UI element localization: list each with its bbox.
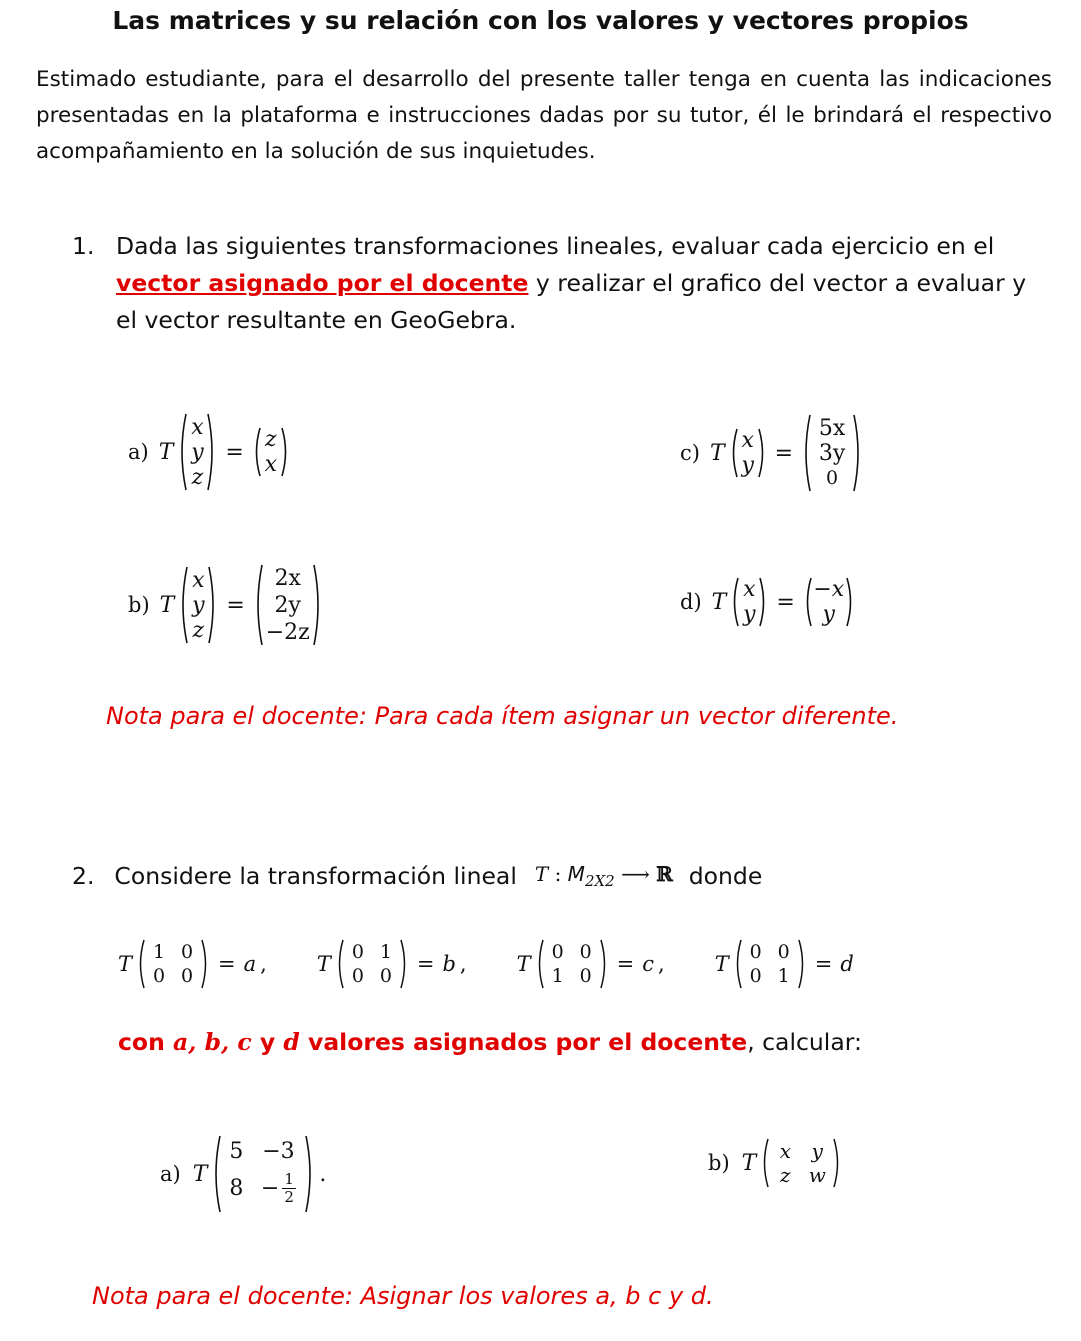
equals-sign: = (776, 589, 795, 615)
item-1c (680, 412, 863, 494)
item-label: a) (160, 1162, 181, 1186)
function-symbol: T (316, 952, 331, 976)
function-symbol: T (118, 952, 133, 976)
vector-entry: y (191, 439, 204, 465)
left-paren (535, 938, 544, 990)
separator: , (260, 952, 267, 976)
vector-entry: x (743, 577, 756, 602)
definitions-row (118, 938, 858, 990)
matrix-entry: 1 (152, 941, 166, 963)
equals-sign: = (814, 952, 833, 976)
item-1d (680, 574, 855, 630)
question-1-number: 1. (72, 232, 95, 260)
separator: , (459, 952, 467, 976)
equals-sign: = (226, 592, 245, 618)
question-2 (72, 862, 762, 890)
output-vector (252, 426, 290, 478)
matrix-entry: z (780, 1163, 791, 1187)
input-vector (730, 576, 768, 628)
item-label: d) (680, 590, 702, 614)
function-symbol: T (709, 440, 725, 466)
matrix-entry: 0 (379, 965, 392, 987)
function-symbol: T (192, 1161, 208, 1187)
vector-entry: −x (813, 577, 845, 602)
vector-entry: x (264, 452, 278, 477)
function-symbol: T (711, 589, 727, 615)
question-1-text-after: y realizar el grafico del vector a evaluar y el vector resultante en GeoGebra. (116, 269, 1027, 334)
vector-entry: y (822, 602, 835, 627)
left-paren (729, 427, 738, 479)
teacher-note-1: Nota para el docente: Para cada ítem asignar un vector diferente. (106, 702, 899, 730)
vector-entry: x (741, 428, 754, 453)
page-title: Las matrices y su relación con los valores y vectores propios (112, 6, 969, 35)
item-label: b) (708, 1151, 730, 1175)
right-paren (759, 576, 768, 628)
con-prefix: con (118, 1028, 173, 1056)
vector-entry: 2x (274, 565, 301, 591)
input-vector (177, 412, 217, 492)
vector-entry: 5x (818, 415, 846, 441)
vector-entry: x (191, 414, 204, 440)
matrix-entry: y (811, 1139, 823, 1163)
separator: , (658, 952, 665, 976)
matrix-entry: 0 (152, 965, 166, 987)
function-symbol: T (516, 952, 531, 976)
right-paren (798, 938, 807, 990)
map-subscript: 2X2 (584, 872, 615, 890)
vector-entry: 0 (826, 466, 839, 489)
value-symbol: a (243, 952, 257, 976)
matrix (535, 938, 609, 990)
right-paren (281, 426, 290, 478)
left-paren (253, 563, 263, 647)
right-paren (313, 563, 323, 647)
matrix-entry: 0 (180, 965, 194, 987)
matrix (733, 938, 807, 990)
fraction-denominator: 2 (284, 1187, 294, 1206)
question-2-donde: donde (688, 862, 763, 890)
matrix-entry: 0 (749, 965, 762, 987)
input-vector (729, 427, 767, 479)
vector-entry: y (741, 453, 754, 478)
function-symbol: T (741, 1150, 757, 1176)
matrix-entry: 5 (229, 1138, 244, 1164)
item-2a (160, 1134, 326, 1214)
matrix-entry: 8 (229, 1175, 244, 1201)
item-1b (128, 563, 323, 647)
matrix-entry-fraction (251, 1171, 305, 1206)
matrix-entry: 1 (379, 941, 392, 963)
map-space: M (567, 862, 585, 886)
map-colon: : (554, 862, 562, 886)
matrix-entry: 0 (351, 941, 364, 963)
item-2b (708, 1137, 842, 1189)
matrix (335, 938, 409, 990)
left-paren (801, 413, 811, 493)
left-paren (335, 938, 344, 990)
matrix-entry: w (808, 1163, 826, 1187)
output-vector (803, 576, 855, 628)
arrow-icon: ⟶ (621, 862, 650, 886)
matrix-entry: 0 (579, 941, 592, 963)
con-vars: a, b, c (173, 1028, 252, 1056)
equals-sign: = (218, 952, 236, 976)
value-symbol: b (442, 952, 456, 976)
equals-sign: = (616, 952, 635, 976)
input-vector (178, 565, 218, 645)
item-label: c) (680, 441, 700, 465)
intro-paragraph: Estimado estudiante, para el desarrollo del presente taller tenga en cuenta las indicaciones presentadas en la plataforma e instrucciones dadas por su tutor, él le brindará el respectivo acompañamiento en la solución de sus inquietudes. (36, 67, 1052, 164)
output-vector (801, 413, 863, 493)
right-paren (207, 412, 217, 492)
right-paren (305, 1134, 315, 1214)
function-symbol: T (159, 592, 175, 618)
vector-entry: x (192, 567, 205, 593)
matrix-entry: 0 (579, 965, 592, 987)
vector-entry: y (192, 592, 205, 618)
matrix (760, 1137, 842, 1189)
matrix-entry: −3 (262, 1138, 295, 1164)
matrix-entry: 1 (777, 965, 790, 987)
left-paren (803, 576, 812, 628)
value-symbol: c (642, 952, 654, 976)
equals-sign: = (416, 952, 435, 976)
left-paren (730, 576, 739, 628)
left-paren (760, 1137, 769, 1189)
right-paren (208, 565, 218, 645)
matrix-entry: 0 (351, 965, 364, 987)
matrix (136, 938, 210, 990)
equals-sign: = (225, 439, 244, 465)
con-y: y (251, 1028, 284, 1056)
vector-entry: −2z (265, 619, 310, 645)
vector-entry: z (191, 464, 204, 490)
con-d: d (283, 1028, 300, 1056)
question-1 (72, 228, 1047, 339)
question-1-text (116, 228, 1047, 339)
matrix-entry: 0 (777, 941, 790, 963)
function-symbol: T (714, 952, 729, 976)
value-symbol: d (840, 952, 854, 976)
right-paren (400, 938, 409, 990)
item-label: a) (128, 440, 149, 464)
right-paren (201, 938, 210, 990)
function-symbol: T (158, 439, 174, 465)
question-2-text: Considere la transformación lineal (114, 862, 517, 890)
vector-entry: 2y (274, 592, 301, 618)
con-suffix: , calcular: (747, 1028, 862, 1056)
left-paren (252, 426, 261, 478)
con-red-text: valores asignados por el docente (299, 1028, 748, 1056)
matrix-entry: 0 (180, 941, 194, 963)
vector-entry: 3y (818, 440, 846, 466)
right-paren (846, 576, 855, 628)
equals-sign: = (774, 440, 794, 466)
fraction (282, 1171, 296, 1206)
vector-entry: z (265, 427, 277, 452)
teacher-note-2: Nota para el docente: Asignar los valores a, b c y d. (92, 1282, 714, 1310)
left-paren (177, 412, 187, 492)
left-paren (733, 938, 742, 990)
right-paren (758, 427, 767, 479)
map-function: T (534, 862, 549, 886)
matrix-entry: 0 (749, 941, 762, 963)
period: . (319, 1161, 327, 1187)
vector-entry: z (192, 617, 205, 643)
matrix-entry: 1 (551, 965, 564, 987)
right-paren (833, 1137, 842, 1189)
values-statement (118, 1028, 862, 1056)
output-vector (253, 563, 323, 647)
assigned-vector-highlight: vector asignado por el docente (116, 269, 529, 297)
matrix-entry: 0 (551, 941, 564, 963)
vector-entry: y (743, 602, 756, 627)
matrix-entry: x (779, 1139, 791, 1163)
item-label: b) (128, 593, 150, 617)
fraction-numerator: 1 (284, 1169, 294, 1188)
left-paren (136, 938, 145, 990)
question-2-number: 2. (72, 862, 95, 890)
left-paren (211, 1134, 221, 1214)
matrix (211, 1134, 315, 1214)
map-codomain: ℝ (656, 862, 673, 886)
item-1a (128, 412, 290, 492)
right-paren (600, 938, 609, 990)
right-paren (853, 413, 863, 493)
transformation-map (535, 862, 673, 890)
left-paren (178, 565, 188, 645)
question-1-text-before: Dada las siguientes transformaciones lineales, evaluar cada ejercicio en el (116, 232, 995, 260)
fraction-sign: − (260, 1175, 280, 1201)
